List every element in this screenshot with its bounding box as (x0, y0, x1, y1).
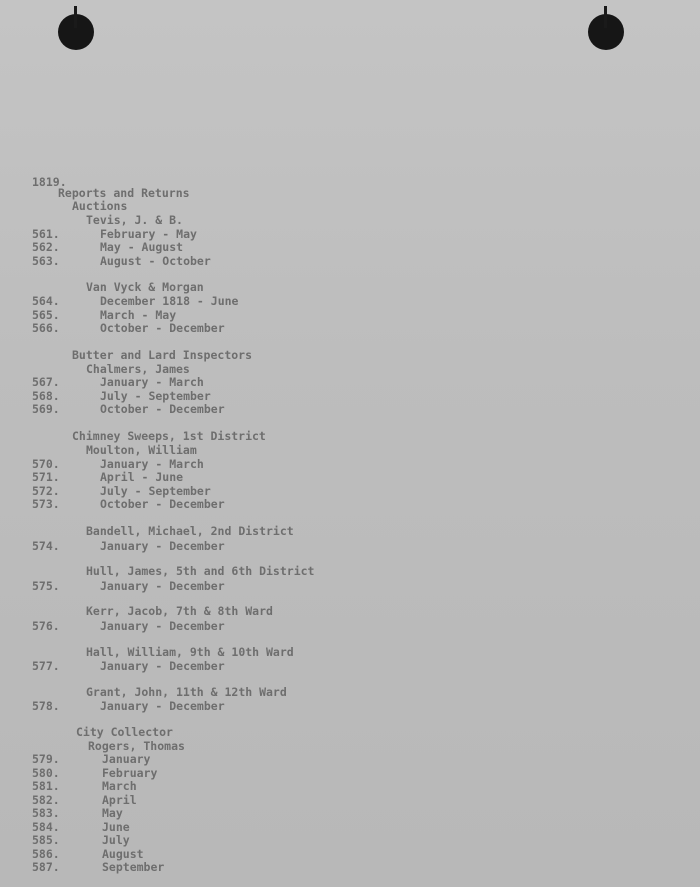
group-name: Hall, William, 9th & 10th Ward (86, 645, 294, 659)
entry-number: 576. (32, 619, 60, 633)
entry-number: 561. (32, 227, 60, 241)
entry-text: June (102, 820, 130, 834)
group-name: Bandell, Michael, 2nd District (86, 524, 294, 538)
group-name: Chalmers, James (86, 362, 190, 376)
entry-text: January - December (100, 539, 225, 553)
entry-text: December 1818 - June (100, 294, 239, 308)
entry-number: 568. (32, 389, 60, 403)
entry-number: 566. (32, 321, 60, 335)
entry-text: January - March (100, 375, 204, 389)
entry-text: July - September (100, 389, 211, 403)
entry-number: 567. (32, 375, 60, 389)
entry-number: 584. (32, 820, 60, 834)
section-title: Butter and Lard Inspectors (72, 348, 253, 362)
entry-number: 577. (32, 659, 60, 673)
entry-number: 572. (32, 484, 60, 498)
group-name: Grant, John, 11th & 12th Ward (86, 685, 287, 699)
entry-text: October - December (100, 402, 225, 416)
entry-number: 565. (32, 308, 60, 322)
year: 1819. (32, 175, 67, 189)
group-name: Van Vyck & Morgan (86, 280, 204, 294)
entry-number: 586. (32, 847, 60, 861)
section-title: Chimney Sweeps, 1st District (72, 429, 266, 443)
entry-text: May - August (100, 240, 184, 254)
subheading: Auctions (72, 199, 128, 213)
entry-number: 587. (32, 860, 60, 874)
entry-text: April (102, 793, 137, 807)
entry-text: January - December (100, 579, 225, 593)
entry-text: March (102, 779, 137, 793)
entry-number: 585. (32, 833, 60, 847)
entry-text: September (102, 860, 165, 874)
entry-text: March - May (100, 308, 177, 322)
entry-text: October - December (100, 321, 225, 335)
entry-number: 581. (32, 779, 60, 793)
entry-number: 571. (32, 470, 60, 484)
entry-number: 578. (32, 699, 60, 713)
entry-text: January - December (100, 659, 225, 673)
group-name: Rogers, Thomas (88, 739, 185, 753)
entry-text: October - December (100, 497, 225, 511)
entry-text: January - March (100, 457, 204, 471)
group-name: Tevis, J. & B. (86, 213, 183, 227)
entry-number: 582. (32, 793, 60, 807)
heading: Reports and Returns (58, 186, 190, 200)
entry-text: July (102, 833, 130, 847)
entry-number: 579. (32, 752, 60, 766)
entry-number: 563. (32, 254, 60, 268)
entry-text: April - June (100, 470, 184, 484)
entry-text: February - May (100, 227, 197, 241)
section-title: City Collector (76, 725, 173, 739)
entry-text: February (102, 766, 158, 780)
group-name: Kerr, Jacob, 7th & 8th Ward (86, 604, 273, 618)
entry-number: 570. (32, 457, 60, 471)
entry-text: August (102, 847, 144, 861)
entry-number: 573. (32, 497, 60, 511)
entry-number: 580. (32, 766, 60, 780)
entry-number: 562. (32, 240, 60, 254)
group-name: Hull, James, 5th and 6th District (86, 564, 315, 578)
entry-number: 569. (32, 402, 60, 416)
entry-text: July - September (100, 484, 211, 498)
entry-number: 583. (32, 806, 60, 820)
entry-number: 564. (32, 294, 60, 308)
entry-text: May (102, 806, 123, 820)
entry-number: 574. (32, 539, 60, 553)
entry-text: January - December (100, 699, 225, 713)
entry-text: January - December (100, 619, 225, 633)
entry-text: January (102, 752, 151, 766)
group-name: Moulton, William (86, 443, 197, 457)
entry-text: August - October (100, 254, 211, 268)
entry-number: 575. (32, 579, 60, 593)
